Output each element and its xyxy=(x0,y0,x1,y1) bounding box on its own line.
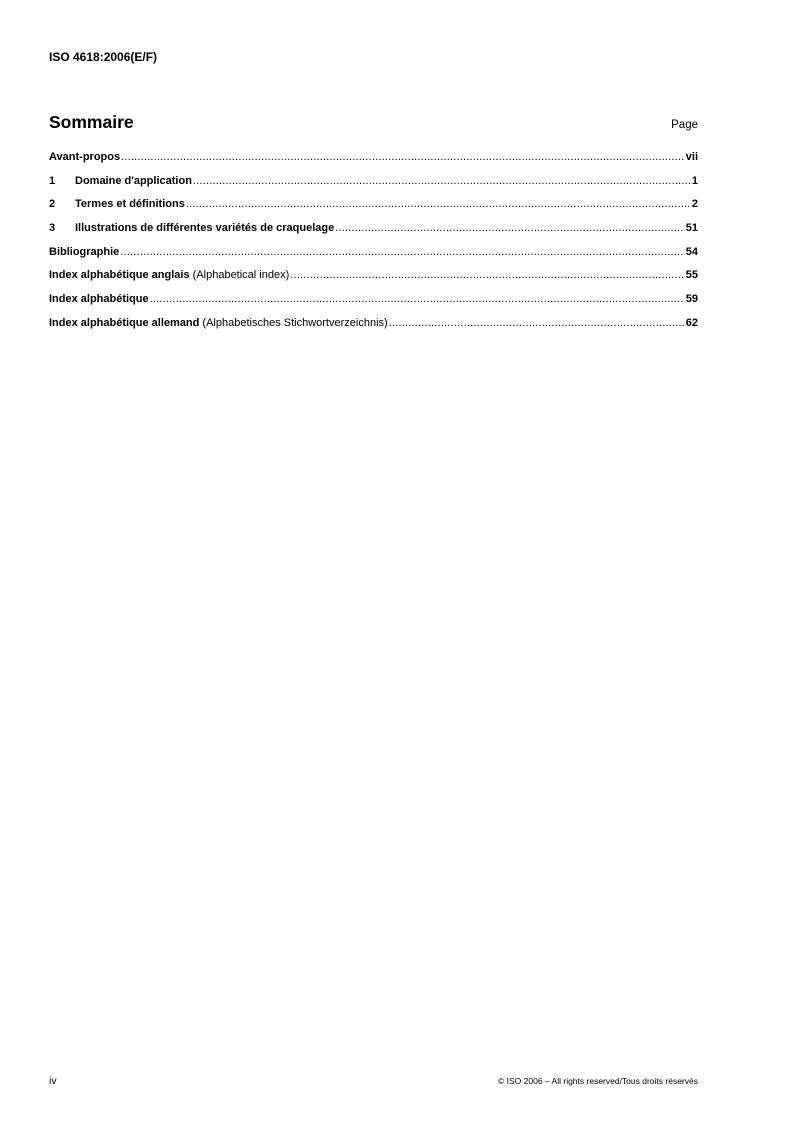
toc-entry-page: 59 xyxy=(685,293,698,306)
toc-entry-index-alphabetique[interactable] xyxy=(49,288,698,312)
toc-entry-termes[interactable] xyxy=(49,193,698,217)
toc-entry-page: 62 xyxy=(685,316,698,329)
toc-entry-domaine[interactable] xyxy=(49,170,698,194)
toc-entry-title: Avant-propos xyxy=(49,151,121,163)
page-column-label: Page xyxy=(671,119,698,131)
toc-entry-title: Domaine d'application xyxy=(75,174,192,187)
footer-page-number: iv xyxy=(49,1075,57,1087)
toc-entry-title: Index alphabétique allemand xyxy=(49,316,200,329)
toc-entry-page: 1 xyxy=(691,174,698,187)
table-of-contents xyxy=(49,146,698,336)
toc-entry-number: 2 xyxy=(49,198,56,211)
toc-entry-avant-propos[interactable] xyxy=(49,146,698,170)
dot-leader xyxy=(186,193,691,217)
toc-entry-page: 2 xyxy=(691,198,698,211)
toc-entry-page: 54 xyxy=(685,245,698,258)
toc-entry-title: Index alphabétique xyxy=(49,293,149,306)
toc-entry-page: 55 xyxy=(685,269,698,282)
dot-leader xyxy=(389,312,685,336)
dot-leader xyxy=(121,146,685,170)
dot-leader xyxy=(335,217,685,241)
toc-entry-title: Illustrations de différentes variétés de craquelage xyxy=(75,222,335,235)
toc-heading xyxy=(49,110,698,134)
toc-entry-index-allemand[interactable] xyxy=(49,312,698,336)
dot-leader xyxy=(120,241,684,265)
toc-entry-illustrations[interactable] xyxy=(49,217,698,241)
toc-entry-subtitle: (Alphabetisches Stichwortverzeichnis) xyxy=(199,316,388,329)
toc-entry-number: 1 xyxy=(49,174,56,187)
page-footer xyxy=(49,1073,698,1089)
footer-copyright: © ISO 2006 – All rights reserved/Tous droits réservés xyxy=(498,1076,698,1086)
dot-leader xyxy=(290,264,684,288)
toc-entry-bibliographie[interactable] xyxy=(49,241,698,265)
toc-entry-title: Termes et définitions xyxy=(75,198,185,211)
toc-entry-page: vii xyxy=(685,151,698,163)
toc-entry-page: 51 xyxy=(685,222,698,235)
toc-entry-subtitle: (Alphabetical index) xyxy=(189,269,290,282)
toc-entry-number: 3 xyxy=(49,222,56,235)
toc-entry-title: Index alphabétique anglais xyxy=(49,269,190,282)
document-id: ISO 4618:2006(E/F) xyxy=(49,50,158,64)
toc-entry-index-anglais[interactable] xyxy=(49,264,698,288)
dot-leader xyxy=(150,288,685,312)
toc-entry-title: Bibliographie xyxy=(49,245,120,258)
dot-leader xyxy=(193,170,691,194)
page-title: Sommaire xyxy=(49,112,134,132)
